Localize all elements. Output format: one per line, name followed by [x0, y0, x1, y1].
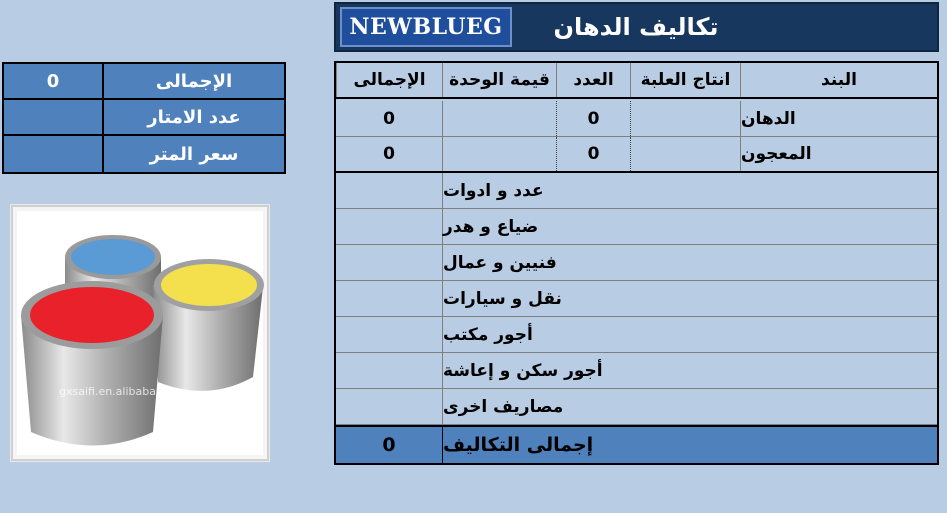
summary-price-label: سعر المتر — [149, 143, 239, 165]
row-unit-value-cell[interactable] — [442, 137, 556, 171]
row-total-cell[interactable] — [336, 281, 442, 316]
row-item-label: الدهان — [740, 101, 937, 136]
row-item-label: نقل و سيارات — [442, 281, 937, 316]
red-paint — [30, 287, 154, 343]
row-total-cell[interactable] — [336, 353, 442, 388]
row-total-cell[interactable] — [336, 317, 442, 352]
table-row — [336, 137, 937, 173]
grand-total-value: 0 — [382, 434, 396, 456]
summary-total-value: 0 — [4, 64, 104, 98]
row-production-cell[interactable] — [630, 137, 740, 171]
summary-price-value[interactable] — [4, 136, 104, 172]
col-header-total: الإجمالى — [336, 63, 442, 97]
grand-total-row — [336, 425, 937, 463]
cost-table — [334, 61, 939, 465]
brand-logo: NEWBLUEG — [340, 7, 512, 47]
row-total-cell[interactable] — [336, 209, 442, 244]
image-watermark: gxsaifi.en.alibaba.com — [59, 385, 183, 398]
row-item-label: ضياع و هدر — [442, 209, 937, 244]
page-title: تكاليف الدهان — [553, 13, 719, 41]
table-row — [336, 101, 937, 137]
row-item-label: أجور سكن و إعاشة — [442, 353, 937, 388]
table-header-row — [336, 63, 937, 99]
table-row — [336, 389, 937, 425]
row-item-label: المعجون — [740, 137, 937, 171]
header-bar — [334, 2, 939, 52]
row-unit-value-cell[interactable] — [442, 101, 556, 136]
row-total-cell[interactable] — [336, 245, 442, 280]
yellow-paint — [161, 264, 257, 306]
col-header-count: العدد — [556, 63, 630, 97]
row-production-cell[interactable] — [630, 101, 740, 136]
col-header-production: انتاج العلبة — [630, 63, 740, 97]
table-row — [336, 317, 937, 353]
summary-row-meters — [4, 100, 284, 136]
table-row — [336, 173, 937, 209]
table-row — [336, 353, 937, 389]
summary-panel — [2, 62, 286, 174]
table-row — [336, 281, 937, 317]
table-row — [336, 245, 937, 281]
blue-paint — [71, 239, 155, 275]
table-row — [336, 209, 937, 245]
row-count-cell[interactable]: 0 — [556, 101, 630, 136]
col-header-item: البند — [740, 63, 937, 97]
row-total-cell[interactable] — [336, 173, 442, 208]
grand-total-label: إجمالى التكاليف — [442, 427, 937, 463]
row-total-cell[interactable]: 0 — [383, 144, 395, 164]
row-item-label: أجور مكتب — [442, 317, 937, 352]
summary-row-price — [4, 136, 284, 172]
paint-cans-image — [11, 205, 269, 461]
summary-total-label: الإجمالى — [155, 70, 233, 92]
row-total-cell[interactable] — [336, 389, 442, 424]
row-total-cell[interactable]: 0 — [383, 108, 395, 129]
row-item-label: مصاريف اخرى — [442, 389, 937, 424]
summary-meters-value[interactable] — [4, 100, 104, 134]
paint-cans-illustration — [13, 207, 267, 459]
summary-row-total — [4, 64, 284, 100]
col-header-unit-value: قيمة الوحدة — [442, 63, 556, 97]
row-item-label: فنيين و عمال — [442, 245, 937, 280]
row-count-cell[interactable]: 0 — [556, 137, 630, 171]
summary-meters-label: عدد الامتار — [147, 106, 241, 128]
row-item-label: عدد و ادوات — [442, 173, 937, 208]
